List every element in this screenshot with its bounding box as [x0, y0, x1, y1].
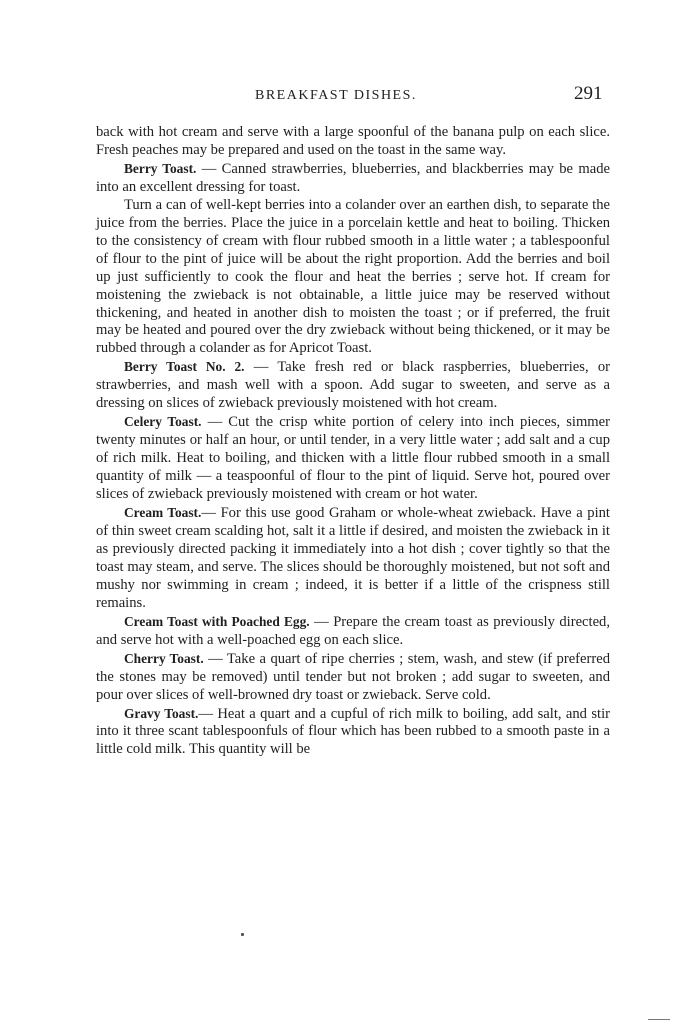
paragraph: [96, 358, 610, 413]
paragraph: [96, 613, 610, 650]
recipe-heading: Celery Toast.: [124, 414, 202, 430]
page-edge-mark: [648, 1019, 670, 1020]
paragraph: [96, 413, 610, 504]
paragraph: [96, 124, 610, 160]
paragraph: [96, 197, 610, 359]
paragraph-text: — Prepare the cream toast as previously directed, and serve hot with a well-poached egg on each slice.: [96, 613, 610, 648]
recipe-heading: Berry Toast.: [124, 160, 197, 176]
recipe-heading: Berry Toast No. 2.: [124, 359, 245, 375]
running-head: BREAKFAST DISHES.: [255, 88, 417, 103]
paragraph: [96, 705, 610, 760]
recipe-heading: Cherry Toast.: [124, 650, 204, 666]
page-header: [0, 83, 700, 112]
body-text: [96, 124, 610, 759]
paragraph-text: — Cut the crisp white portion of celery into inch pieces, simmer twenty minutes or half an hour, or until tender, in a very little water ; add salt and a cup of rich milk. Heat to boiling, and thicken with a little flour rubbed smooth in a small quantity of milk — a teaspoonful of flour to the pint of liquid. Serve hot, poured over slices of zwieback previously moistened with cream or hot water.: [96, 414, 610, 503]
recipe-heading: Gravy Toast.: [124, 705, 199, 721]
recipe-heading: Cream Toast.: [124, 505, 202, 521]
recipe-heading: Cream Toast with Poached Egg.: [124, 613, 310, 629]
paragraph-text: — Canned strawberries, blueberries, and blackberries may be made into an excellent dressing for toast.: [96, 160, 610, 195]
paragraph-text: — Heat a quart and a cupful of rich milk to boiling, add salt, and stir into it three scant tablespoonfuls of flour which has been rubbed to a smooth paste in a little cold milk. This quantity will be: [96, 705, 610, 758]
paragraph-text: back with hot cream and serve with a large spoonful of the banana pulp on each slice. Fresh peaches may be prepared and used on the toast in the same way.: [96, 124, 610, 158]
paragraph: [96, 504, 610, 613]
page-number: 291: [574, 83, 603, 104]
paragraph-text: Turn a can of well-kept berries into a colander over an earthen dish, to separate the juice from the berries. Place the juice in a porcelain kettle and heat to boiling. Thicken to the consistency of cream with flour rubbed smooth in a little water ; a tablespoonful of flour to the pint of juice will be about the right proportion. Add the berries and boil up just sufficiently to cook the flour and heat the berries ; serve hot. If cream for moistening the zwieback is not obtainable, a little juice may be reserved without thickening, and heated in another dish to moisten the toast ; or if preferred, the fruit may be heated and poured over the dry zwieback without being thickened, or it may be rubbed through a colander as for Apricot Toast.: [96, 196, 610, 357]
print-speck: [241, 933, 244, 936]
paragraph-text: — Take a quart of ripe cherries ; stem, wash, and stew (if preferred the stones may be removed) until tender but not broken ; add sugar to sweeten, and pour over slices of well-browned dry toast or zwieback. Serve cold.: [96, 650, 611, 703]
paragraph: [96, 160, 610, 197]
paragraph-text: — Take fresh red or black raspberries, blueberries, or strawberries, and mash well with a spoon. Add sugar to sweeten, and serve as a dressing on slices of zwieback previously moistened with hot cream.: [96, 359, 611, 412]
paragraph-text: — For this use good Graham or whole-wheat zwieback. Have a pint of thin sweet cream scalding hot, salt it a little if desired, and moisten the zwieback in it as previously directed packing it immediately into a hot dish ; cover tightly so that the toast may steam, and serve. The slices should be thoroughly moistened, but not soft and mushy nor swimming in cream ; indeed, it is better if a little of the crispness still remains.: [96, 505, 610, 611]
paragraph: [96, 650, 610, 705]
